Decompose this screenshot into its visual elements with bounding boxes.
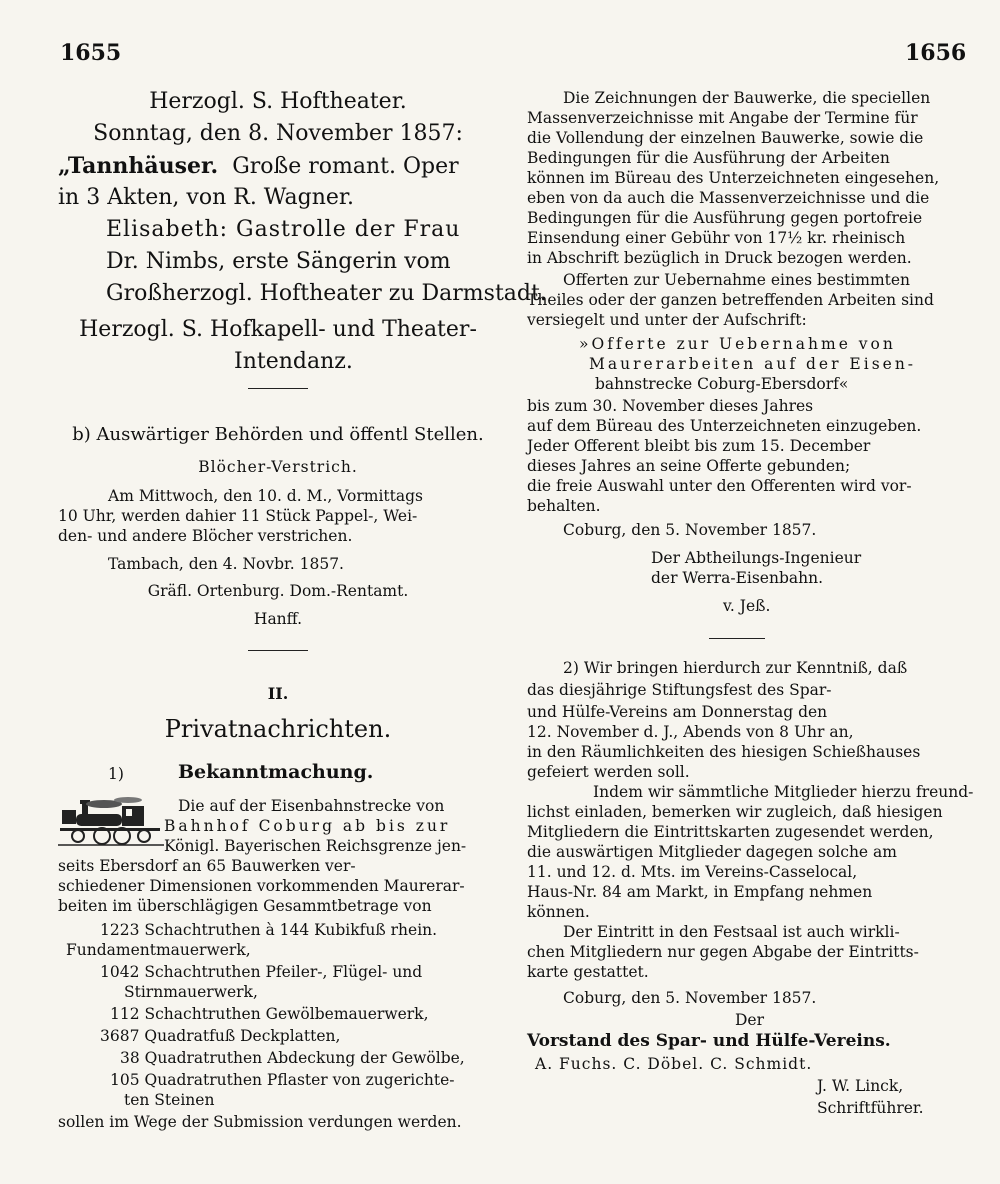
para1-line: können im Büreau des Unterzeichneten eingesehen, [527, 169, 940, 187]
separator-rule [248, 650, 308, 651]
quantity-item: Fundamentmauerwerk, [66, 941, 251, 959]
der-label: Der [735, 1011, 765, 1029]
vorstand-heading: Vorstand des Spar- und Hülfe-Vereins. [527, 1031, 891, 1051]
para1-line: die Vollendung der einzelnen Bauwerke, sowie die [527, 129, 924, 147]
para4-line: und Hülfe-Vereins am Donnerstag den [527, 703, 828, 721]
quantity-item: Stirnmauerwerk, [124, 983, 258, 1001]
opera-composer: in 3 Akten, von R. Wagner. [58, 185, 354, 210]
para5-line: Mitgliedern die Eintrittskarten zugesendet werden, [527, 823, 934, 841]
bloecher-title: Blöcher-Verstrich. [198, 458, 358, 476]
bekanntmachung-line: schiedener Dimensionen vorkommenden Maurerar- [58, 877, 465, 895]
privatnachrichten-heading: Privatnachrichten. [164, 715, 392, 743]
page-number-right: 1656 [905, 40, 967, 66]
para1-line: Die Zeichnungen der Bauwerke, die speciellen [563, 89, 931, 107]
signature-linck: J. W. Linck, [817, 1077, 904, 1095]
quote-line: bahnstrecke Coburg-Ebersdorf« [595, 375, 849, 393]
bloecher-line: den- und andere Blöcher verstrichen. [58, 527, 353, 545]
quote-line: »Offerte zur Uebernahme von [579, 335, 896, 353]
para4-line: 12. November d. J., Abends von 8 Uhr an, [527, 723, 854, 741]
coburg-date: Coburg, den 5. November 1857. [563, 989, 817, 1007]
para4-line: in den Räumlichkeiten des hiesigen Schießhauses [527, 743, 921, 761]
closing-line: sollen im Wege der Submission verdungen werden. [58, 1113, 462, 1131]
quantity-item: 105 Quadratruthen Pflaster von zugerichte- [110, 1071, 455, 1089]
para5-line: 11. und 12. d. Mts. im Vereins-Casselocal, [527, 863, 858, 881]
theater-header: Herzogl. S. Hoftheater. [149, 89, 407, 114]
para6-line: Der Eintritt in den Festsaal ist auch wirkli- [563, 923, 900, 941]
quantity-item: 112 Schachtruthen Gewölbemauerwerk, [110, 1005, 429, 1023]
para5-line: lichst einladen, bemerken wir zugleich, daß hiesigen [527, 803, 943, 821]
para1-line: Bedingungen für die Ausführung der Arbeiten [527, 149, 890, 167]
para1-line: eben von da auch die Massenverzeichnisse und die [527, 189, 930, 207]
para1-line: Massenverzeichnisse mit Angabe der Termine für [527, 109, 918, 127]
quantity-item: 1223 Schachtruthen à 144 Kubikfuß rhein. [100, 921, 438, 939]
opera-title: „Tannhäuser. [58, 153, 219, 179]
para3-line: auf dem Büreau des Unterzeichneten einzugeben. [527, 417, 922, 435]
section-numeral: II. [267, 684, 289, 703]
cast-line-2: Dr. Nimbs, erste Sängerin vom [106, 249, 451, 274]
intendanz-line-2: Intendanz. [234, 349, 353, 374]
names-line: A. Fuchs. C. Döbel. C. Schmidt. [535, 1055, 813, 1073]
opera-line [58, 152, 459, 181]
para2-line: versiegelt und unter der Aufschrift: [527, 311, 807, 329]
bloecher-line: Am Mittwoch, den 10. d. M., Vormittags [108, 487, 423, 505]
para4-line: 2) Wir bringen hierdurch zur Kenntniß, daß [563, 659, 908, 677]
locomotive-icon [58, 796, 164, 848]
signature-hanff: Hanff. [253, 610, 303, 628]
para3-line: bis zum 30. November dieses Jahres [527, 397, 814, 415]
para3-line: Jeder Offerent bleibt bis zum 15. December [527, 437, 871, 455]
para1-line: Bedingungen für die Ausführung gegen portofreie [527, 209, 923, 227]
bloecher-line: 10 Uhr, werden dahier 11 Stück Pappel-, Wei- [58, 507, 418, 525]
para3-line: dieses Jahres an seine Offerte gebunden; [527, 457, 851, 475]
ingenieur-line-2: der Werra-Eisenbahn. [651, 569, 824, 587]
ingenieur-line-1: Der Abtheilungs-Ingenieur [651, 549, 862, 567]
para5-line: Haus-Nr. 84 am Markt, in Empfang nehmen [527, 883, 873, 901]
para1-line: Einsendung einer Gebühr von 17½ kr. rheinisch [527, 229, 906, 247]
para3-line: die freie Auswahl unter den Offerenten wird vor- [527, 477, 912, 495]
para5-line: Indem wir sämmtliche Mitglieder hierzu freund- [593, 783, 974, 801]
performance-date: Sonntag, den 8. November 1857: [93, 121, 463, 146]
para5-line: die auswärtigen Mitglieder dagegen solche am [527, 843, 897, 861]
bekanntmachung-line: Königl. Bayerischen Reichsgrenze jen- [164, 837, 467, 855]
cast-line-3: Großherzogl. Hoftheater zu Darmstadt. [106, 281, 547, 306]
para6-line: karte gestattet. [527, 963, 649, 981]
para5-line: können. [527, 903, 590, 921]
schriftfuehrer-label: Schriftführer. [817, 1099, 924, 1117]
tambach-date: Tambach, den 4. Novbr. 1857. [108, 555, 344, 573]
bekanntmachung-line: Bahnhof Coburg ab bis zur [164, 817, 451, 835]
bekanntmachung-line: Die auf der Eisenbahnstrecke von [178, 797, 445, 815]
bekanntmachung-title: Bekanntmachung. [178, 761, 374, 783]
para3-line: behalten. [527, 497, 601, 515]
quantity-item: 3687 Quadratfuß Deckplatten, [100, 1027, 341, 1045]
quote-line: Maurerarbeiten auf der Eisen- [589, 355, 917, 373]
quantity-item: ten Steinen [124, 1091, 215, 1109]
bekanntmachung-line: beiten im überschlägigen Gesammtbetrage von [58, 897, 432, 915]
quantity-item: 1042 Schachtruthen Pfeiler-, Flügel- und [100, 963, 423, 981]
cast-line-1: Elisabeth: Gastrolle der Frau [106, 217, 461, 242]
opera-description: Große romant. Oper [232, 154, 459, 179]
para2-line: Offerten zur Uebernahme eines bestimmten [563, 271, 911, 289]
para4-line: gefeiert werden soll. [527, 763, 690, 781]
para2-line: Theiles oder der ganzen betreffenden Arbeiten sind [527, 291, 934, 309]
intendanz-line-1: Herzogl. S. Hofkapell- und Theater- [79, 317, 477, 342]
page-number-left: 1655 [60, 40, 122, 66]
bekanntmachung-number: 1) [108, 765, 124, 783]
section-b-heading: b) Auswärtiger Behörden und öffentl Stellen. [72, 424, 484, 445]
separator-rule [248, 388, 308, 389]
para4-line: das diesjährige Stiftungsfest des Spar- [527, 681, 832, 699]
rentamt: Gräfl. Ortenburg. Dom.-Rentamt. [147, 582, 409, 600]
bekanntmachung-line: seits Ebersdorf an 65 Bauwerken ver- [58, 857, 356, 875]
coburg-date: Coburg, den 5. November 1857. [563, 521, 817, 539]
para6-line: chen Mitgliedern nur gegen Abgabe der Eintritts- [527, 943, 919, 961]
separator-rule [709, 638, 765, 639]
signature-jess: v. Jeß. [723, 597, 771, 615]
para1-line: in Abschrift bezüglich in Druck bezogen werden. [527, 249, 912, 267]
quantity-item: 38 Quadratruthen Abdeckung der Gewölbe, [120, 1049, 465, 1067]
